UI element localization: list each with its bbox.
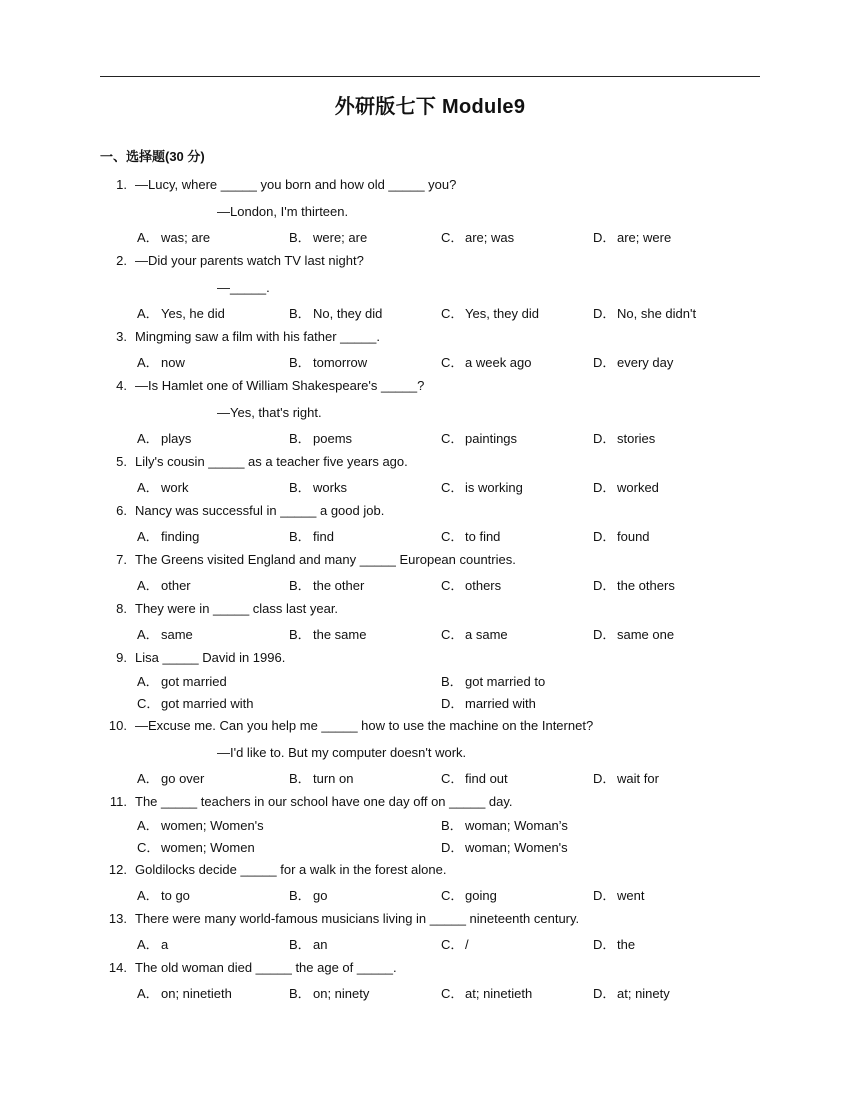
- answer-option[interactable]: [441, 671, 545, 693]
- options-row: [100, 693, 760, 715]
- question-number: 8.: [116, 601, 127, 616]
- question-9: [100, 647, 760, 715]
- question-text: —Is Hamlet one of William Shakespeare's _____?: [135, 378, 425, 393]
- answer-option[interactable]: [137, 981, 232, 1006]
- option-text: every day: [617, 355, 674, 370]
- section-heading: 一、选择题(30 分): [100, 149, 205, 164]
- option-text: women; Women: [161, 840, 255, 855]
- option-letter: A．: [137, 818, 159, 833]
- option-text: women; Women's: [161, 818, 264, 833]
- option-text: found: [617, 529, 650, 544]
- question-stem: [100, 500, 760, 524]
- question-11: [100, 791, 760, 859]
- question-text: Goldilocks decide _____ for a walk in the forest alone.: [135, 862, 447, 877]
- option-letter: A．: [137, 529, 159, 544]
- option-text: wait for: [617, 771, 659, 786]
- option-letter: C．: [441, 306, 464, 321]
- question-14: [100, 957, 760, 1006]
- option-letter: C．: [441, 578, 464, 593]
- option-text: worked: [617, 480, 659, 495]
- option-letter: D．: [593, 937, 616, 952]
- option-text: go over: [161, 771, 205, 786]
- answer-option[interactable]: [441, 573, 501, 598]
- option-letter: A．: [137, 431, 159, 446]
- answer-option[interactable]: [289, 524, 334, 549]
- option-text: the same: [313, 627, 367, 642]
- option-text: got married to: [465, 674, 546, 689]
- option-text: married with: [465, 696, 536, 711]
- option-text: works: [313, 480, 347, 495]
- option-text: others: [465, 578, 502, 593]
- option-text: woman; Women's: [465, 840, 568, 855]
- answer-option[interactable]: [441, 622, 508, 647]
- answer-option[interactable]: [593, 622, 674, 647]
- answer-option[interactable]: [289, 981, 369, 1006]
- options-row: [100, 622, 760, 647]
- answer-option[interactable]: [289, 766, 353, 791]
- option-letter: C．: [137, 840, 160, 855]
- option-text: same one: [617, 627, 675, 642]
- option-letter: A．: [137, 230, 159, 245]
- answer-option[interactable]: [441, 932, 469, 957]
- question-number: 14.: [108, 960, 127, 975]
- option-text: woman; Woman’s: [465, 818, 568, 833]
- option-letter: C．: [441, 230, 464, 245]
- answer-option[interactable]: [593, 932, 635, 957]
- question-list: [100, 174, 760, 1006]
- option-text: Yes, he did: [161, 306, 225, 321]
- option-letter: A．: [137, 627, 159, 642]
- option-text: No, they did: [313, 306, 383, 321]
- answer-option[interactable]: [593, 475, 659, 500]
- answer-option[interactable]: [441, 981, 532, 1006]
- question-13: [100, 908, 760, 957]
- answer-option[interactable]: [289, 475, 347, 500]
- answer-option[interactable]: [289, 622, 366, 647]
- option-letter: B．: [289, 888, 311, 903]
- page-title: 外研版七下 Module9: [334, 96, 526, 118]
- option-letter: C．: [441, 986, 464, 1001]
- question-text: Lily's cousin _____ as a teacher five years ago.: [135, 454, 408, 469]
- option-letter: A．: [137, 355, 159, 370]
- dialogue-reply: —Yes, that's right.: [217, 405, 322, 420]
- answer-option[interactable]: [593, 225, 671, 250]
- answer-option[interactable]: [441, 225, 514, 250]
- question-8: [100, 598, 760, 647]
- options-row: [100, 426, 760, 451]
- question-text: The _____ teachers in our school have one day off on _____ day.: [135, 794, 513, 809]
- question-12: [100, 859, 760, 908]
- option-text: going: [465, 888, 497, 903]
- option-text: was; are: [161, 230, 211, 245]
- option-letter: C．: [441, 529, 464, 544]
- option-letter: D．: [441, 696, 464, 711]
- option-letter: D．: [593, 627, 616, 642]
- answer-option[interactable]: [137, 837, 255, 859]
- option-letter: D．: [593, 888, 616, 903]
- answer-option[interactable]: [289, 225, 367, 250]
- option-text: to go: [161, 888, 190, 903]
- option-text: go: [313, 888, 328, 903]
- answer-option[interactable]: [593, 350, 673, 375]
- option-text: on; ninety: [313, 986, 370, 1001]
- option-text: is working: [465, 480, 523, 495]
- dialogue-reply: —_____.: [217, 280, 270, 295]
- option-letter: C．: [441, 431, 464, 446]
- option-text: an: [313, 937, 328, 952]
- question-text: There were many world-famous musicians living in _____ nineteenth century.: [135, 911, 580, 926]
- option-letter: D．: [593, 771, 616, 786]
- option-text: Yes, they did: [465, 306, 539, 321]
- question-number: 3.: [116, 329, 127, 344]
- question-number: 13.: [108, 911, 127, 926]
- options-row: [100, 301, 760, 326]
- option-letter: B．: [289, 230, 311, 245]
- answer-option[interactable]: [593, 981, 670, 1006]
- option-text: the: [617, 937, 636, 952]
- option-text: stories: [617, 431, 656, 446]
- question-text: The old woman died _____ the age of _____.: [135, 960, 397, 975]
- option-letter: B．: [289, 771, 311, 786]
- answer-option[interactable]: [137, 475, 188, 500]
- option-letter: C．: [441, 888, 464, 903]
- option-text: turn on: [313, 771, 354, 786]
- answer-option[interactable]: [289, 932, 327, 957]
- question-number: 7.: [116, 552, 127, 567]
- option-letter: B．: [289, 578, 311, 593]
- answer-option[interactable]: [441, 766, 508, 791]
- option-letter: A．: [137, 888, 159, 903]
- answer-option[interactable]: [441, 475, 523, 500]
- question-number: 4.: [116, 378, 127, 393]
- question-1: [100, 174, 760, 250]
- question-number: 5.: [116, 454, 127, 469]
- option-letter: C．: [441, 771, 464, 786]
- question-3: [100, 326, 760, 375]
- option-letter: B．: [289, 306, 311, 321]
- option-text: a: [161, 937, 169, 952]
- option-text: other: [161, 578, 191, 593]
- question-text: —Lucy, where _____ you born and how old _____ you?: [135, 177, 457, 192]
- options-row: [100, 671, 760, 693]
- option-text: to find: [465, 529, 501, 544]
- answer-option[interactable]: [593, 883, 644, 908]
- question-text: The Greens visited England and many _____ European countries.: [135, 552, 516, 567]
- question-stem: [100, 326, 760, 350]
- answer-option[interactable]: [593, 573, 675, 598]
- option-text: poems: [313, 431, 353, 446]
- option-text: same: [161, 627, 193, 642]
- answer-option[interactable]: [593, 766, 659, 791]
- option-letter: A．: [137, 674, 159, 689]
- option-letter: C．: [441, 627, 464, 642]
- answer-option[interactable]: [441, 426, 517, 451]
- answer-option[interactable]: [137, 622, 193, 647]
- answer-option[interactable]: [289, 350, 367, 375]
- question-number: 12.: [108, 862, 127, 877]
- answer-option[interactable]: [289, 573, 364, 598]
- answer-option[interactable]: [289, 426, 352, 451]
- question-number: 11.: [109, 794, 127, 809]
- options-row: [100, 350, 760, 375]
- option-text: are; was: [465, 230, 515, 245]
- option-text: at; ninety: [617, 986, 670, 1001]
- option-letter: B．: [289, 937, 311, 952]
- option-text: find out: [465, 771, 508, 786]
- question-text: —Did your parents watch TV last night?: [135, 253, 364, 268]
- question-stem: [100, 957, 760, 981]
- option-text: finding: [161, 529, 200, 544]
- answer-option[interactable]: [593, 426, 655, 451]
- option-text: paintings: [465, 431, 518, 446]
- option-text: got married: [161, 674, 227, 689]
- option-text: got married with: [161, 696, 254, 711]
- question-4: [100, 375, 760, 451]
- option-letter: B．: [289, 355, 311, 370]
- option-letter: D．: [593, 431, 616, 446]
- option-text: at; ninetieth: [465, 986, 533, 1001]
- options-row: [100, 837, 760, 859]
- answer-option[interactable]: [441, 524, 500, 549]
- question-text: Nancy was successful in _____ a good job.: [135, 503, 385, 518]
- answer-option[interactable]: [137, 524, 199, 549]
- option-text: went: [617, 888, 645, 903]
- option-text: are; were: [617, 230, 672, 245]
- header-rule: [100, 76, 760, 77]
- option-text: work: [161, 480, 189, 495]
- answer-option[interactable]: [593, 524, 650, 549]
- options-row: [100, 883, 760, 908]
- options-row: [100, 475, 760, 500]
- answer-option[interactable]: [137, 350, 185, 375]
- option-letter: B．: [289, 431, 311, 446]
- answer-option[interactable]: [137, 671, 227, 693]
- question-stem: [100, 647, 760, 671]
- option-text: a same: [465, 627, 508, 642]
- option-text: were; are: [313, 230, 368, 245]
- option-text: now: [161, 355, 185, 370]
- dialogue-reply: —I'd like to. But my computer doesn't work.: [217, 745, 467, 760]
- options-row: [100, 932, 760, 957]
- question-number: 6.: [116, 503, 127, 518]
- option-letter: D．: [593, 529, 616, 544]
- answer-option[interactable]: [137, 693, 253, 715]
- option-letter: A．: [137, 306, 159, 321]
- answer-option[interactable]: [137, 426, 191, 451]
- options-row: [100, 815, 760, 837]
- option-text: No, she didn't: [617, 306, 697, 321]
- question-number: 2.: [116, 253, 127, 268]
- option-letter: B．: [441, 674, 463, 689]
- answer-option[interactable]: [441, 883, 497, 908]
- option-text: /: [465, 937, 469, 952]
- option-letter: D．: [593, 578, 616, 593]
- question-stem: [100, 715, 760, 739]
- option-letter: C．: [441, 937, 464, 952]
- options-row: [100, 524, 760, 549]
- answer-option[interactable]: [289, 301, 382, 326]
- option-letter: B．: [289, 986, 311, 1001]
- option-text: the others: [617, 578, 675, 593]
- answer-option[interactable]: [137, 766, 204, 791]
- question-text: They were in _____ class last year.: [135, 601, 339, 616]
- option-text: a week ago: [465, 355, 532, 370]
- option-text: on; ninetieth: [161, 986, 232, 1001]
- option-letter: B．: [441, 818, 463, 833]
- question-stem: [100, 375, 760, 399]
- question-stem: [100, 859, 760, 883]
- option-text: find: [313, 529, 334, 544]
- option-letter: C．: [441, 480, 464, 495]
- option-letter: D．: [441, 840, 464, 855]
- question-number: 1.: [116, 177, 127, 192]
- option-letter: A．: [137, 480, 159, 495]
- option-letter: B．: [289, 480, 311, 495]
- answer-option[interactable]: [593, 301, 696, 326]
- option-letter: D．: [593, 986, 616, 1001]
- question-text: Lisa _____ David in 1996.: [135, 650, 286, 665]
- question-stem: [100, 174, 760, 198]
- question-6: [100, 500, 760, 549]
- answer-option[interactable]: [137, 573, 191, 598]
- option-letter: B．: [289, 529, 311, 544]
- question-stem: [100, 549, 760, 573]
- question-stem: [100, 250, 760, 274]
- question-7: [100, 549, 760, 598]
- options-row: [100, 981, 760, 1006]
- answer-option[interactable]: [441, 837, 568, 859]
- question-stem: [100, 598, 760, 622]
- option-letter: A．: [137, 578, 159, 593]
- question-text: —Excuse me. Can you help me _____ how to use the machine on the Internet?: [135, 718, 594, 733]
- option-text: the other: [313, 578, 365, 593]
- question-10: [100, 715, 760, 791]
- answer-option[interactable]: [137, 301, 225, 326]
- option-letter: A．: [137, 771, 159, 786]
- question-number: 9.: [116, 650, 127, 665]
- question-stem: [100, 908, 760, 932]
- answer-option[interactable]: [441, 301, 539, 326]
- option-text: plays: [161, 431, 192, 446]
- answer-option[interactable]: [441, 815, 568, 837]
- question-stem: [100, 451, 760, 475]
- question-number: 10.: [108, 718, 127, 733]
- option-letter: D．: [593, 355, 616, 370]
- dialogue-reply: —London, I'm thirteen.: [217, 204, 349, 219]
- question-5: [100, 451, 760, 500]
- options-row: [100, 225, 760, 250]
- option-letter: A．: [137, 937, 159, 952]
- options-row: [100, 766, 760, 791]
- option-letter: D．: [593, 480, 616, 495]
- option-letter: C．: [137, 696, 160, 711]
- answer-option[interactable]: [137, 932, 168, 957]
- answer-option[interactable]: [137, 815, 264, 837]
- answer-option[interactable]: [441, 693, 536, 715]
- options-row: [100, 573, 760, 598]
- option-letter: A．: [137, 986, 159, 1001]
- answer-option[interactable]: [289, 883, 327, 908]
- answer-option[interactable]: [441, 350, 532, 375]
- option-text: tomorrow: [313, 355, 368, 370]
- option-letter: C．: [441, 355, 464, 370]
- question-stem: [100, 791, 760, 815]
- question-text: Mingming saw a film with his father _____.: [135, 329, 380, 344]
- question-2: [100, 250, 760, 326]
- option-letter: D．: [593, 230, 616, 245]
- option-letter: B．: [289, 627, 311, 642]
- answer-option[interactable]: [137, 225, 210, 250]
- option-letter: D．: [593, 306, 616, 321]
- answer-option[interactable]: [137, 883, 190, 908]
